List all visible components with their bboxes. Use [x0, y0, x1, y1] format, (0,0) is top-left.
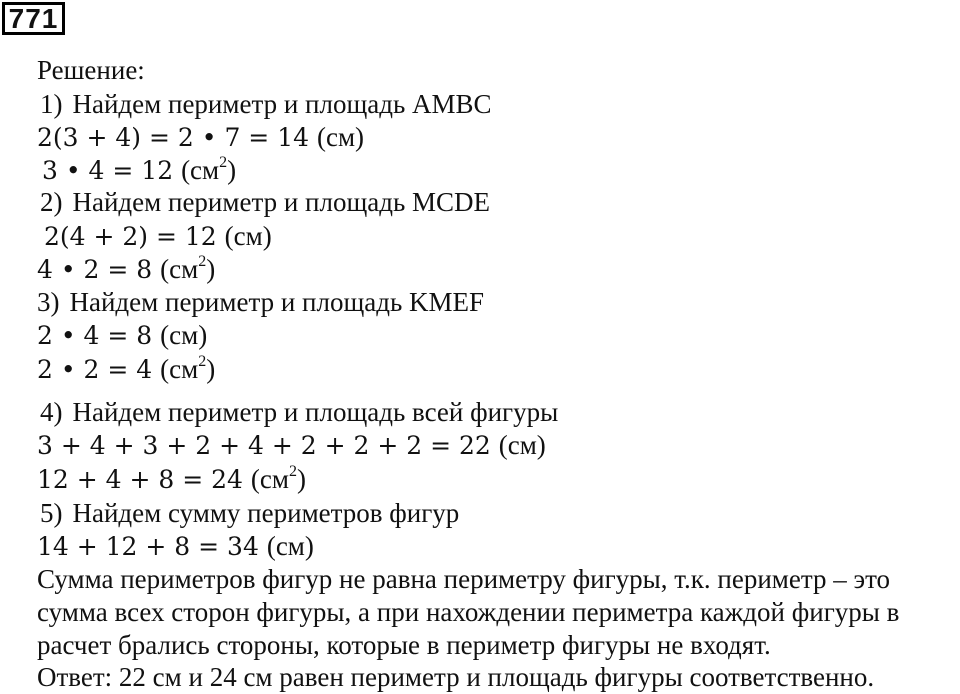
unit-close: ) [206, 254, 216, 284]
equation-unit: (см) [160, 320, 208, 350]
step-1-heading [40, 91, 492, 118]
equation-unit: (см [250, 464, 289, 494]
equation-expression: 2 • 2 = 4 [37, 355, 153, 384]
equation-step4-perimeter [37, 432, 546, 459]
equation-expression: 2(4 + 2) = 12 [44, 222, 217, 251]
equation-expression: 3 + 4 + 3 + 2 + 4 + 2 + 2 + 2 = 22 [37, 431, 491, 460]
step-title: Найдем периметр и площадь AMBC [72, 89, 492, 119]
step-number: 4) [40, 397, 63, 427]
equation-expression: 2 • 4 = 8 [37, 321, 153, 350]
step-title: Найдем периметр и площадь MCDE [72, 187, 491, 217]
equation-step2-area [37, 253, 216, 284]
equation-step4-area [37, 463, 306, 494]
unit-close: ) [296, 464, 306, 494]
equation-unit: (см [160, 354, 199, 384]
unit-close: ) [227, 155, 237, 185]
equation-step5-sum [37, 533, 314, 560]
equation-step3-perimeter [37, 322, 207, 349]
step-5-heading [40, 500, 459, 527]
equation-expression: 14 + 12 + 8 = 34 [37, 532, 259, 561]
conclusion-line-1: Сумма периметров фигур не равна периметру фигуры, т.к. периметр – это [37, 564, 891, 594]
equation-step3-area [37, 353, 216, 384]
step-number: 5) [40, 498, 63, 528]
step-number: 3) [37, 287, 60, 317]
step-number: 1) [40, 89, 63, 119]
step-4-heading [40, 399, 558, 426]
equation-expression: 12 + 4 + 8 = 24 [37, 465, 243, 494]
equation-expression: 4 • 2 = 8 [37, 255, 153, 284]
step-2-heading [40, 189, 490, 216]
step-title: Найдем сумму периметров фигур [72, 498, 460, 528]
answer-line: Ответ: 22 см и 24 см равен периметр и площадь фигуры соответственно. [37, 662, 875, 692]
step-title: Найдем периметр и площадь KMEF [69, 287, 485, 317]
unit-exponent: 2 [198, 253, 207, 270]
step-number: 2) [40, 187, 63, 217]
equation-unit: (см) [316, 122, 365, 152]
equation-unit: (см) [266, 531, 314, 561]
unit-exponent: 2 [219, 154, 228, 171]
step-3-heading [37, 289, 484, 316]
equation-expression: 2(3 + 4) = 2 • 7 = 14 [37, 123, 310, 152]
unit-exponent: 2 [198, 353, 207, 370]
equation-expression: 3 • 4 = 12 [42, 156, 174, 185]
conclusion-line-2: сумма всех сторон фигуры, а при нахождении периметра каждой фигуры в [37, 597, 900, 627]
solution-heading: Решение: [37, 55, 145, 85]
conclusion-line-3: расчет брались стороны, которые в периметр фигуры не входят. [37, 630, 771, 660]
equation-unit: (см [160, 254, 199, 284]
equation-unit: (см) [224, 221, 272, 251]
equation-unit: (см [181, 155, 220, 185]
equation-step1-perimeter [37, 124, 364, 151]
equation-unit: (см) [498, 430, 546, 460]
equation-step2-perimeter [44, 223, 272, 250]
step-title: Найдем периметр и площадь всей фигуры [72, 397, 559, 427]
problem-number-badge: 771 [2, 2, 65, 35]
equation-step1-area [42, 154, 237, 185]
unit-exponent: 2 [288, 463, 297, 480]
unit-close: ) [206, 354, 216, 384]
